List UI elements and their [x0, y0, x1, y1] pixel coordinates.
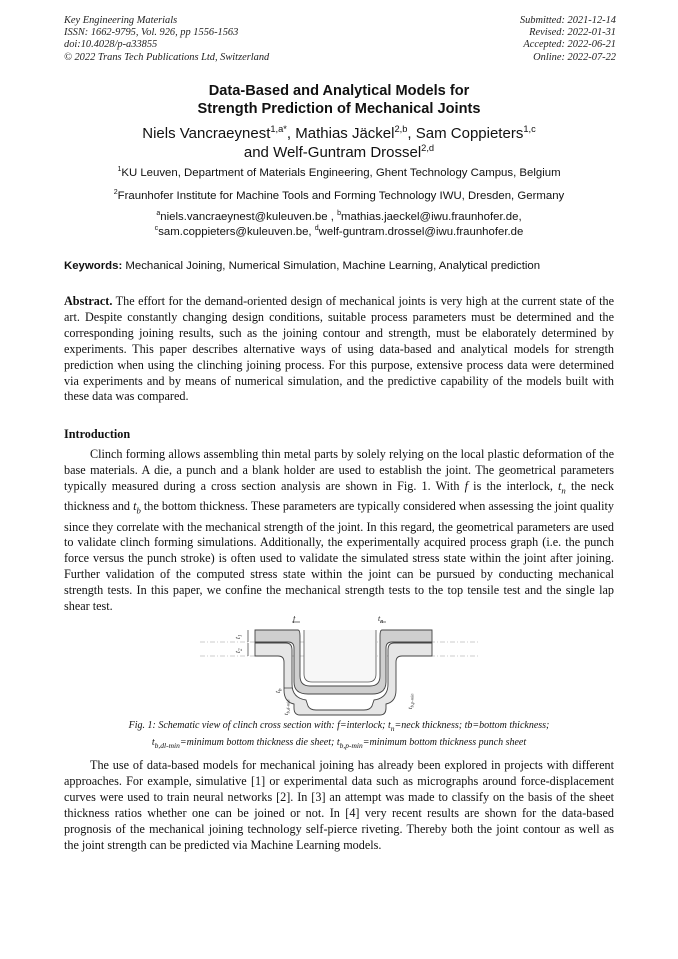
journal-copyright: © 2022 Trans Tech Publications Ltd, Switzerland [64, 51, 270, 63]
paper-title [0, 82, 678, 118]
author-and: and [243, 144, 274, 161]
intro-p1-text-b: is the interlock, [468, 478, 559, 493]
caption-line-2-b: =minimum bottom thickness die sheet; t [179, 737, 340, 748]
intro-p1-f: f [464, 478, 469, 493]
email-b-sup: b [337, 210, 342, 218]
email-d[interactable]: welf-guntram.drossel@iwu.fraunhofer.de [318, 226, 524, 238]
email-block [0, 210, 678, 240]
affiliation-2-text: Fraunhofer Institute for Machine Tools and Forming Technology IWU, Dresden, Germany [117, 190, 565, 202]
author-4-sup: 2,d [421, 143, 435, 153]
intro-paragraph-1 [64, 447, 614, 615]
label-t1: $t_1$ [234, 634, 244, 639]
journal-doi: doi:10.4028/p-a33855 [64, 39, 158, 51]
abstract-label: Abstract. [64, 294, 113, 308]
intro-p2-text: The use of data-based models for mechanical joining has already been explored in projects with different approaches. For example, simulative [1] or experimental data such as micrographs around force-displacement curves were used to train neural networks [2]. In [3] an attempt was made to classify on the basis of the sheet thickness ratios whether one can be joined or not. In [4] very recent results are shown for the data-based prognosis of the mechanical joining technology self-pierce riveting. Thereby both the joint contour as well as the joint strength can be predicted via Machine Learning models. [64, 758, 614, 852]
label-tn: $t_n$ [378, 616, 384, 625]
section-heading-introduction: Introduction [64, 427, 131, 441]
intro-p1-text-d: the bottom thickness. These parameters are typically considered when assessing the joint quality since they correlate with the mechanical strength of the joint. In this regard, the geometrical parameters are used to validate clinch forming simulations. Additionally, the experimentally acquired process graph (i.e. the punch force versus the punch stroke) is often used to validate the simulated stress state within the joint after joining. Further validation of the computed stress state within the joint can be pursued by conducting mechanical strength tests. In this paper, we confine the mechanical strength tests to the top tensile test and the single lap shear test. [64, 499, 614, 614]
email-b[interactable]: mathias.jaeckel@iwu.fraunhofer.de, [341, 211, 522, 223]
author-3-sup: 1,c [523, 124, 536, 134]
figure-1-caption [64, 719, 614, 753]
affiliation-2 [0, 190, 678, 202]
affiliation-1-text: KU Leuven, Department of Materials Engineering, Ghent Technology Campus, Belgium [121, 167, 561, 179]
keywords-text: Mechanical Joining, Numerical Simulation, Machine Learning, Analytical prediction [122, 260, 541, 272]
intro-p1-tn-sub: n [561, 485, 566, 496]
date-online: Online: 2022-07-22 [533, 51, 616, 63]
keywords-label: Keywords: [64, 260, 123, 272]
intro-p1-text-a: Clinch forming allows assembling thin metal parts by solely relying on the local plastic deformation of the base materials. A die, a punch and a blank holder are used to establish the joint. The geometrical parameters typically measured during a cross section analysis are shown in Fig. 1. With [64, 447, 614, 493]
label-tb-d-min: $t_{b,d-min}$ [284, 699, 291, 715]
affiliation-2-sup: 2 [113, 189, 118, 197]
caption-line-2-a: t [151, 737, 155, 748]
date-accepted: Accepted: 2022-06-21 [523, 39, 616, 51]
figure-1-clinch-cross-section [200, 616, 480, 716]
author-4: Welf-Guntram Drossel [273, 144, 422, 161]
intro-p1-tb-sub: b [136, 505, 141, 516]
author-sep: , [407, 125, 416, 142]
affiliation-1 [0, 167, 678, 179]
caption-line-1-sub: n [390, 724, 395, 733]
affiliation-1-sup: 1 [117, 166, 122, 174]
journal-name: Key Engineering Materials [64, 15, 178, 26]
author-2-sup: 2,b [394, 124, 408, 134]
intro-p1-text-c: the neck thickness and [64, 478, 614, 514]
caption-line-1-b: =neck thickness; tb=bottom thickness; [394, 720, 550, 731]
title-line-1: Data-Based and Analytical Models for [208, 83, 470, 99]
author-sep: , [286, 125, 296, 142]
keywords [64, 260, 624, 272]
journal-header [64, 15, 269, 64]
intro-paragraph-2 [64, 758, 614, 853]
caption-line-2-b-sub: b,p-min [339, 741, 363, 750]
caption-line-2-c: =minimum bottom thickness punch sheet [362, 737, 527, 748]
author-1: Niels Vancraeynest [142, 125, 271, 142]
intro-p1-tb: t [133, 499, 137, 514]
author-3: Sam Coppieters [415, 125, 524, 142]
dates-header [520, 15, 616, 64]
label-tb: $t_b$ [274, 688, 284, 693]
journal-issn: ISSN: 1662-9795, Vol. 926, pp 1556-1563 [64, 27, 239, 39]
email-d-sup: d [314, 225, 319, 233]
author-list [0, 124, 678, 162]
email-c-sup: c [154, 225, 159, 233]
email-c[interactable]: sam.coppieters@kuleuven.be, [158, 226, 315, 238]
abstract-text: The effort for the demand-oriented design of mechanical joints is very high at the current state of the art. Despite constantly changing design conditions, suitable process parameters must be determined and the corresponding joining results, such as the joining contour and strength, must be elaborately determined by experiments. This paper describes alternative ways of using data-based and analytical models for strength prediction when using the clinching joining process. For this purpose, extensive process data were determined via experiments and by means of numerical simulation, and the predictive capability of the models built with these data was compared. [64, 294, 614, 404]
abstract [64, 294, 614, 405]
intro-p1-tn: t [558, 478, 562, 493]
date-revised: Revised: 2022-01-31 [529, 27, 616, 39]
email-a-sup: a [156, 210, 161, 218]
label-f: f [293, 616, 296, 623]
label-t2: $t_2$ [234, 648, 244, 653]
title-line-2: Strength Prediction of Mechanical Joints [197, 101, 481, 117]
caption-line-2-a-sub: b,dl-min [154, 741, 180, 750]
caption-line-1-a: Fig. 1: Schematic view of clinch cross section with: f=interlock; t [128, 720, 391, 731]
punch-cavity [304, 630, 376, 682]
author-2: Mathias Jäckel [295, 125, 395, 142]
label-tb-p-min: $t_{b,p-min}$ [408, 693, 415, 709]
date-submitted: Submitted: 2021-12-14 [519, 15, 616, 26]
email-a[interactable]: niels.vancraeynest@kuleuven.be , [160, 211, 338, 223]
clinch-schematic [200, 616, 480, 716]
author-1-sup: 1,a* [270, 124, 287, 134]
